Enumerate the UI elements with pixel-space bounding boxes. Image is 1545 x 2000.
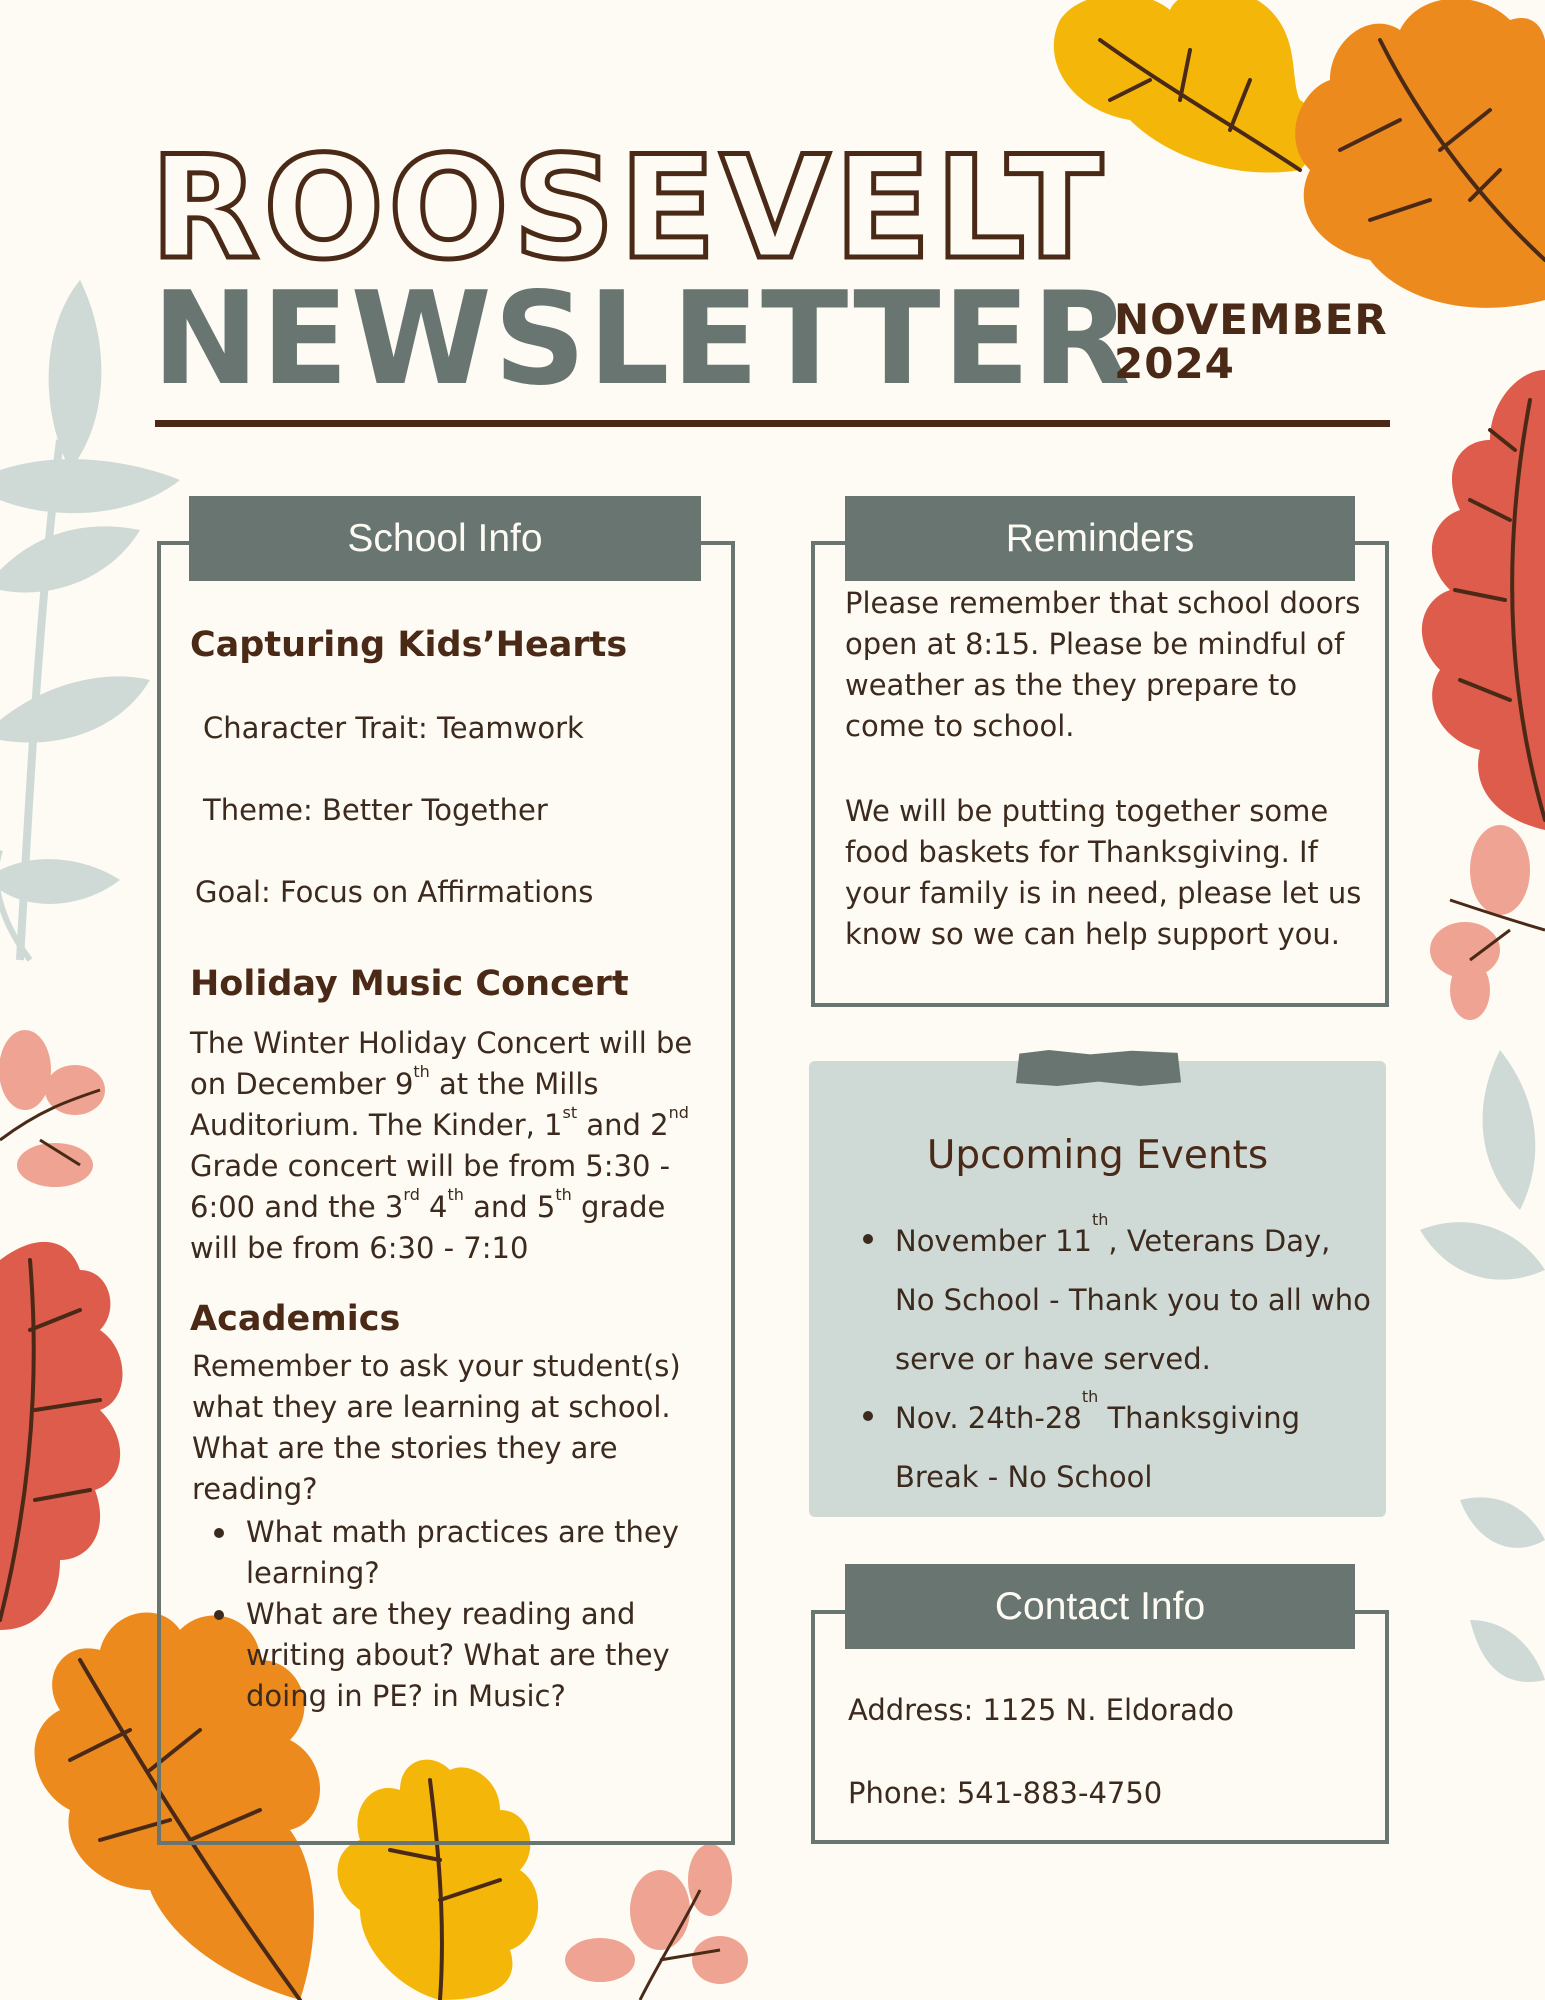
header-divider [155, 420, 1390, 427]
red-oak-leaf-left [0, 1242, 123, 1630]
title-newsletter: NEWSLETTER [152, 265, 1133, 414]
issue-month: NOVEMBER [1114, 295, 1388, 344]
issue-year: 2024 [1114, 339, 1235, 389]
reminder-food-baskets: We will be putting together some food baskets for Thanksgiving. If your family is in need, please let us know so we can help support you. [845, 794, 1362, 951]
event-veterans-day: November 11th, Veterans Day, No School - Thank you to all who serve or have served. [841, 1212, 1371, 1389]
orange-oak-leaf-top [1295, 0, 1545, 308]
school-info-tab: School Info [189, 496, 701, 581]
concert-text: The Winter Holiday Concert will be on December 9th at the Mills Auditorium. The Kinder, 1st and 2nd Grade concert will be from 5:30 - 6:00 and the 3rd 4th and 5th grade will be from 6:30 - 7:10 [190, 1026, 693, 1265]
academics-question-list [192, 1512, 722, 1717]
contact-address: Address: 1125 N. Eldorado [848, 1693, 1235, 1727]
list-item: What math practices are they learning? [192, 1512, 722, 1594]
goal-line: Goal: Focus on Affirmations [195, 875, 594, 909]
title-roosevelt: ROOSEVELT [150, 126, 1107, 291]
events-list [841, 1212, 1371, 1507]
reminders-tab: Reminders [845, 496, 1355, 581]
red-oak-leaf-right [1422, 370, 1545, 830]
contact-tab: Contact Info [845, 1564, 1355, 1649]
contact-phone: Phone: 541-883-4750 [848, 1776, 1163, 1810]
issue-date [1114, 295, 1388, 389]
academics-text: Remember to ask your student(s) what they are learning at school. What are the stories they are reading? [192, 1349, 681, 1506]
theme-line: Theme: Better Together [203, 793, 548, 827]
upcoming-events-title: Upcoming Events [926, 1133, 1269, 1178]
list-item: What are they reading and writing about? What are they doing in PE? in Music? [192, 1594, 722, 1717]
tape-strip [1016, 1050, 1181, 1086]
ckh-heading: Capturing Kids’Hearts [190, 625, 628, 665]
event-thanksgiving-break: Nov. 24th-28th Thanksgiving Break - No School [841, 1389, 1371, 1507]
character-trait: Character Trait: Teamwork [203, 711, 584, 745]
concert-heading: Holiday Music Concert [190, 964, 629, 1004]
academics-heading: Academics [190, 1299, 401, 1339]
reminder-doors: Please remember that school doors open at 8:15. Please be mindful of weather as the they prepare to come to school. [845, 586, 1361, 743]
